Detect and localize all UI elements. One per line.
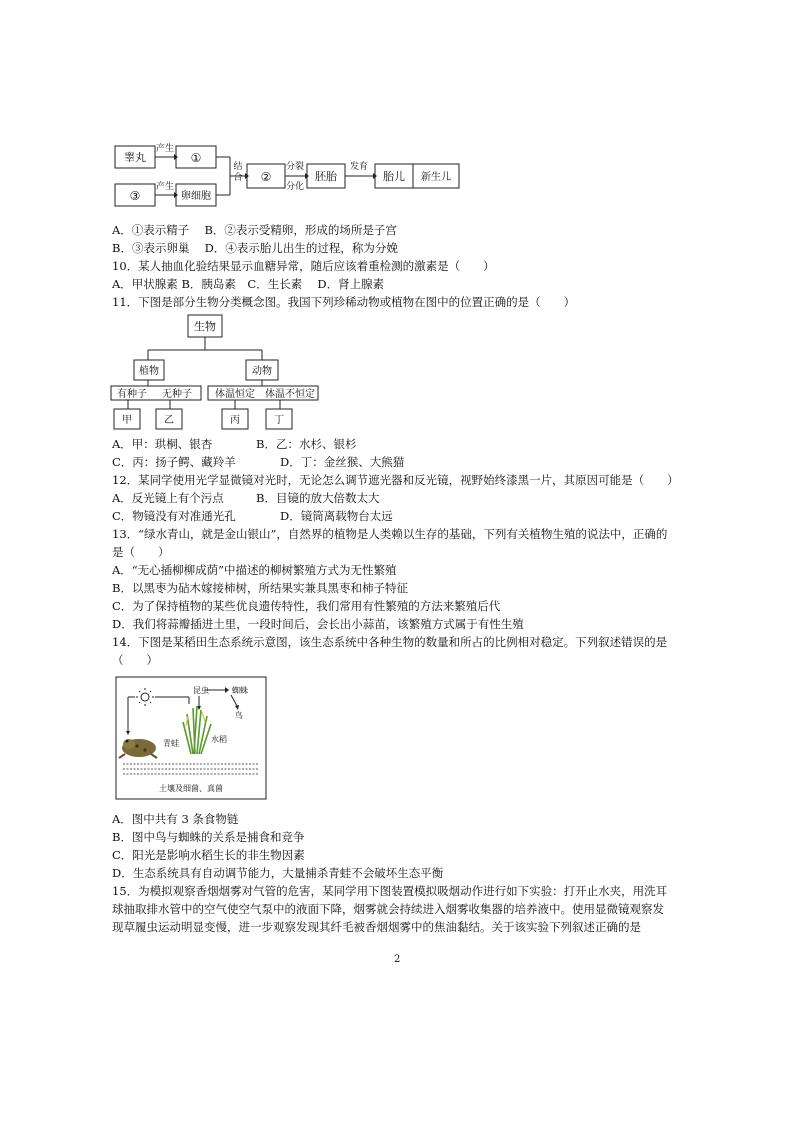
q13-stem-line1: 13．“绿水青山，就是金山银山”，自然界的植物是人类赖以生存的基础，下列有关植物生殖的说法中，正确的 (112, 527, 668, 541)
q10-stem: 10．某人抽血化验结果显示血糖异常，随后应该着重检测的激素是（ ） (112, 259, 495, 273)
q12-option-a: A．反光镜上有个污点 (112, 491, 224, 505)
q11-stem: 11．下图是部分生物分类概念图。我国下列珍稀动物或植物在图中的位置正确的是（ ） (112, 295, 576, 309)
bird-label: 鸟 (235, 711, 243, 720)
differentiate-label: 分化 (285, 182, 305, 192)
q15-line3: 现草履虫运动明显变慢，进一步观察发现其纤毛被香烟烟雾中的焦油黏结。关于该实验下列叙述正确的是 (112, 920, 641, 934)
tree-seed-label: 有种子 (117, 389, 147, 400)
tree-plant-label: 植物 (139, 366, 159, 377)
spider-label: 蜘蛛 (232, 686, 248, 695)
q13-option-d: D．我们将蒜瓣插进土里，一段时间后，会长出小蒜苗，该繁殖方式属于有性生殖 (112, 617, 524, 631)
divide-label: 分裂 (285, 162, 305, 172)
q12-stem: 12．某同学使用光学显微镜对光时，无论怎么调节遮光器和反光镜，视野始终漆黑一片，其原因可能是（ ） (112, 473, 679, 487)
tree-no-seed-label: 无种子 (162, 389, 192, 400)
q14-option-b: B．图中鸟与蜘蛛的关系是捕食和竞争 (112, 830, 305, 844)
q11-option-d: D．丁：金丝猴、大熊猫 (280, 455, 405, 469)
q12-option-b: B．目镜的放大倍数太大 (256, 491, 380, 505)
rice-label: 水稻 (211, 735, 227, 744)
tree-warm-label: 体温恒定 (215, 389, 255, 400)
q13-option-b: B．以黑枣为砧木嫁接柿树，所结果实兼具黑枣和柿子特征 (112, 581, 408, 595)
q13-option-a: A．“无心插柳柳成荫”中描述的柳树繁殖方式为无性繁殖 (112, 563, 397, 577)
egg-box: 卵细胞 (181, 191, 211, 202)
classification-tree-diagram (110, 312, 320, 434)
node-1-label: ① (190, 151, 202, 165)
combine-label: 结合 (233, 162, 243, 183)
page-number: 2 (394, 954, 401, 965)
produce-label-top: 产生 (155, 144, 175, 154)
q10-options: A．甲状腺素 B．胰岛素 C．生长素 D．肾上腺素 (112, 277, 385, 291)
q11-option-c: C．丙：扬子鳄、藏羚羊 (112, 455, 236, 469)
q13-option-c: C．为了保持植物的某些优良遗传特性，我们常用有性繁殖的方法来繁殖后代 (112, 599, 501, 613)
embryo-box: 胚胎 (315, 170, 337, 183)
develop-label: 发育 (349, 162, 369, 172)
q14-option-a: A．图中共有 3 条食物链 (112, 812, 239, 826)
tree-bing-label: 丙 (230, 415, 240, 426)
q11-option-b: B．乙：水杉、银杉 (256, 437, 357, 451)
reproduction-flow-diagram (110, 138, 470, 213)
tree-jia-label: 甲 (122, 415, 132, 426)
q15-line2: 球抽取排水管中的空气使空气泵中的液面下降，烟雾就会持续进入烟雾收集器的培养液中。使用显微镜观察发 (112, 902, 664, 916)
q14-option-d: D．生态系统具有自动调节能力，大量捕杀青蛙不会破坏生态平衡 (112, 866, 444, 880)
soil-label: 土壤及细菌、真菌 (159, 784, 223, 793)
newborn-box: 新生儿 (421, 172, 451, 183)
q9-options-row2: B．③表示卵巢 D．④表示胎儿出生的过程，称为分娩 (112, 241, 398, 255)
node-3-label: ③ (129, 189, 141, 203)
node-2-label: ② (260, 170, 272, 184)
q12-option-c: C．物镜没有对准通光孔 (112, 509, 236, 523)
frog-label: 青蛙 (163, 739, 179, 748)
insect-label: 昆虫 (193, 686, 209, 695)
q14-stem-line1: 14．下图是某稻田生态系统示意图，该生态系统中各种生物的数量和所占的比例相对稳定。下列叙述错误的是 (112, 635, 668, 649)
testis-box: 睾丸 (124, 151, 146, 164)
tree-root-label: 生物 (194, 320, 216, 333)
q14-stem-line2: （ ） (112, 653, 158, 667)
q15-line1: 15．为模拟观察香烟烟雾对气管的危害，某同学用下图装置模拟吸烟动作进行如下实验：打开止水夹，用洗耳 (112, 884, 668, 898)
tree-yi-label: 乙 (164, 415, 174, 426)
tree-animal-label: 动物 (252, 366, 272, 377)
rice-field-ecosystem-diagram (115, 676, 267, 801)
fetus-box: 胎儿 (383, 170, 405, 183)
tree-cold-label: 体温不恒定 (265, 389, 315, 400)
q13-stem-line2: 是（ ） (112, 545, 170, 559)
produce-label-bottom: 产生 (155, 182, 175, 192)
q14-option-c: C．阳光是影响水稻生长的非生物因素 (112, 848, 305, 862)
frog-icon (119, 739, 157, 758)
q12-option-d: D．镜筒离载物台太远 (280, 509, 393, 523)
q11-option-a: A．甲：珙桐、银杏 (112, 437, 213, 451)
q9-options-row1: A．①表示精子 B．②表示受精卵，形成的场所是子宫 (112, 223, 397, 237)
tree-ding-label: 丁 (274, 415, 284, 426)
